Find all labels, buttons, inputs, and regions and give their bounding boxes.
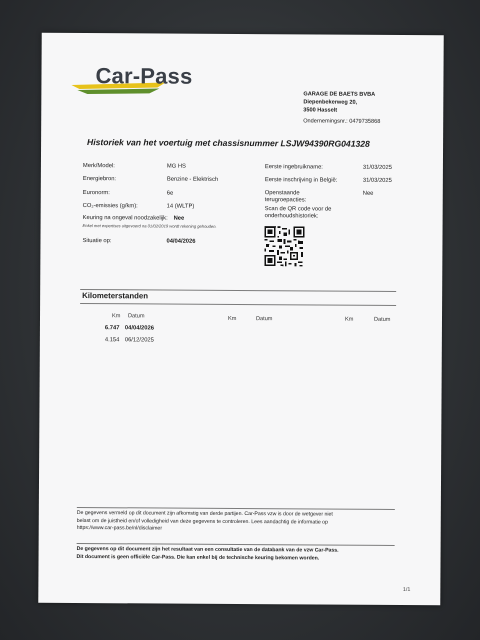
field-value-euronorm: 6e: [166, 190, 174, 197]
document-page: [38, 33, 443, 605]
km-header-date-3: Datum: [373, 316, 391, 323]
field-value-eerste-inschrijving: 31/03/2025: [362, 177, 392, 184]
field-value-eerste-ingebruikname: 31/03/2025: [362, 164, 392, 171]
km-header-km-2: Km: [227, 315, 237, 322]
document-title: Historiek van het voertuig met chassisnummer LSJW94390RG041328: [87, 137, 370, 149]
field-label-terugroepacties: Openstaande terugroepacties:: [264, 190, 307, 204]
car-pass-logo: Car-Pass: [95, 63, 193, 89]
field-label-keuring: Keuring na ongeval noodzakelijk:: [82, 215, 168, 222]
field-value-energiebron: Benzine - Elektrisch: [166, 176, 219, 183]
notice-text: [77, 546, 339, 563]
km-row-1-date: 04/04/2026: [124, 325, 154, 332]
situatie-value: 04/04/2026: [166, 238, 196, 245]
field-label-co2: CO₂-emissies (g/km):: [82, 203, 138, 210]
field-label-merk: Merk/Model:: [82, 163, 115, 170]
garage-address: [303, 90, 380, 125]
km-row-2-date: 06/12/2025: [124, 337, 154, 344]
disclaimer-line-2: belast om de juistheid en/of volledigheid van deze gegevens te controleren. Lees aandachtig de informatie op: [76, 517, 328, 526]
garage-city: 3500 Hasselt: [303, 107, 338, 114]
situatie-label: Situatie op:: [82, 238, 112, 245]
field-label-euronorm: Euronorm:: [82, 190, 110, 197]
garage-street: Diepenbekerweg 20,: [303, 99, 358, 106]
keuring-note: Enkel met expertises uitgevoerd na 01/02/2019 wordt rekening gehouden.: [82, 223, 217, 229]
field-label-eerste-ingebruikname: Eerste ingebruikname:: [264, 164, 323, 171]
disclaimer-text: [77, 510, 333, 534]
notice-line-2: Dit document is geen officiële Car-Pass. Die kan enkel bij de technische keuring bekomen worden.: [76, 553, 320, 562]
km-section-title: Kilometerstanden: [82, 291, 149, 301]
km-row-2-km: 4.154: [104, 337, 120, 344]
section-divider-km: [80, 303, 396, 306]
km-header-date-1: Datum: [127, 313, 145, 320]
field-label-energiebron: Energiebron:: [82, 176, 117, 183]
km-row-1-km: 6.747: [104, 325, 120, 332]
qr-code[interactable]: [264, 226, 304, 266]
garage-name: GARAGE DE BAETS BVBA: [303, 91, 376, 98]
field-value-keuring: Nee: [173, 215, 185, 222]
disclaimer-line-1: De gegevens vermeld op dit document zijn afkomstig van derde partijen. Car-Pass vzw is door de wetgever niet: [76, 510, 333, 518]
qr-label: Scan de QR code voor de onderhoudshistoriek:: [264, 206, 332, 220]
disclaimer-link[interactable]: https://www.car-pass.be/nl/disclaimer: [76, 525, 163, 532]
km-header-date-2: Datum: [255, 316, 273, 323]
field-value-merk: MG HS: [166, 163, 186, 170]
km-header-km-3: Km: [344, 316, 354, 323]
km-header-km-1: Km: [111, 313, 121, 320]
page-number: 1/1: [402, 586, 411, 594]
field-value-co2: 14 (WLTP): [166, 203, 195, 210]
garage-company-number: Ondernemingsnr.: 0479735868: [303, 118, 381, 125]
notice-line-1: De gegevens op dit document zijn het resultaat van een consultatie van de databank van de vzw Car-Pass.: [76, 546, 339, 554]
field-label-eerste-inschrijving: Eerste inschrijving in België:: [264, 177, 338, 184]
field-value-terugroepacties: Nee: [362, 190, 374, 197]
